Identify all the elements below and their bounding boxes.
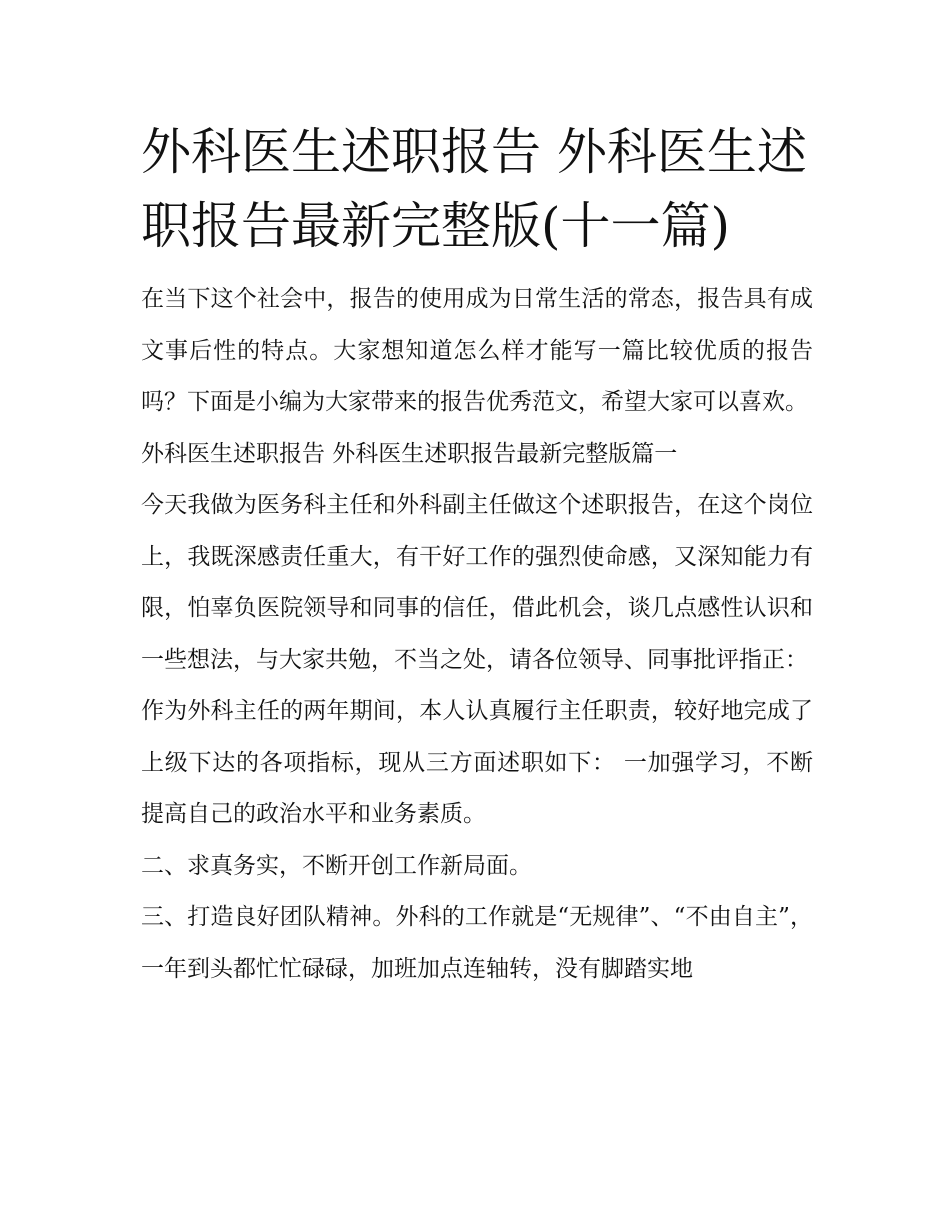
document-title: 外科医生述职报告 外科医生述职报告最新完整版(十一篇) — [141, 123, 807, 255]
document-body — [141, 115, 813, 995]
body-paragraph: 三、打造良好团队精神。外科的工作就是“无规律”、“不由自主”，一年到头都忙忙碌碌，加班加点连轴转，没有脚踏实地 — [141, 904, 813, 982]
section-heading: 外科医生述职报告 外科医生述职报告最新完整版篇一 — [141, 440, 678, 467]
intro-paragraph: 在当下这个社会中，报告的使用成为日常生活的常态，报告具有成文事后性的特点。大家想知道怎么样才能写一篇比较优质的报告吗？下面是小编为大家带来的报告优秀范文，希望大家可以喜欢。 — [141, 286, 813, 415]
body-paragraph: 作为外科主任的两年期间，本人认真履行主任职责，较好地完成了上级下达的各项指标，现从三方面述职如下： 一加强学习，不断提高自己的政治水平和业务素质。 — [141, 698, 813, 827]
body-paragraph: 二、求真务实，不断开创工作新局面。 — [141, 852, 532, 879]
body-paragraph: 今天我做为医务科主任和外科副主任做这个述职报告，在这个岗位上，我既深感责任重大，有干好工作的强烈使命感，又深知能力有限，怕辜负医院领导和同事的信任，借此机会，谈几点感性认识和一些想法，与大家共勉，不当之处，请各位领导、同事批评指正： — [141, 492, 813, 673]
